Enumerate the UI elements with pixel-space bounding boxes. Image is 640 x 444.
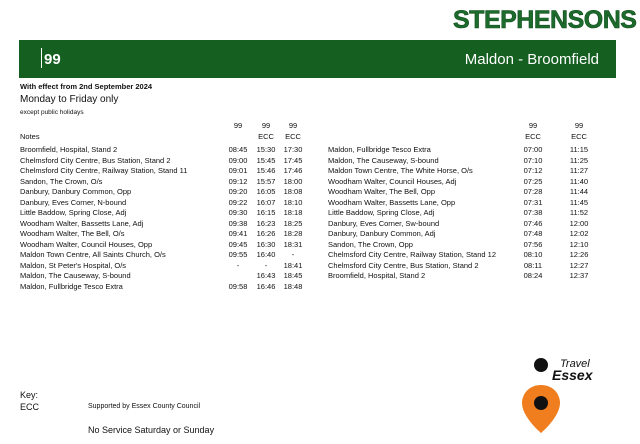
departure-time: 09:00 [228,155,248,165]
departure-time: 16:15 [256,208,276,217]
departure-time: 12:10 [569,239,589,249]
column-route-header: 99 [233,121,243,130]
departure-time: 08:10 [523,250,543,259]
departure-time: 09:30 [228,208,248,217]
route-name: Maldon - Broomfield [464,51,599,68]
stop-name: Broomfield, Hospital, Stand 2 [20,145,118,154]
column-route-header: 99 [261,121,271,130]
key-description: Supported by Essex County Council [88,403,201,410]
departure-time: 15:45 [256,155,276,165]
departure-time: 17:45 [283,155,303,165]
departure-time: 18:10 [283,197,303,207]
departure-time: 07:31 [523,197,543,207]
departure-time: 18:08 [283,187,303,196]
departure-time: 07:56 [523,239,543,249]
departure-time: 18:28 [283,229,303,238]
departure-time: 07:46 [523,218,543,228]
departure-time: 12:26 [569,250,589,259]
stop-name: Woodham Walter, Council Houses, Opp [20,239,153,249]
stop-name: Chelmsford City Centre, Railway Station, Stand 12 [328,250,496,259]
departure-time: 09:22 [228,197,248,207]
stop-name: Little Baddow, Spring Close, Adj [20,208,127,217]
departure-time: 16:46 [256,281,276,291]
stop-name: Woodham Walter, The Bell, Opp [328,187,435,196]
departure-time: 11:44 [569,187,589,196]
stop-name: Woodham Walter, Council Houses, Adj [328,176,457,186]
departure-time: 15:57 [256,176,276,186]
departure-time: 07:10 [523,155,543,165]
departure-time: 16:05 [256,187,276,196]
stop-name: Sandon, The Crown, O/s [20,176,103,186]
departure-time: 17:30 [283,145,303,154]
departure-time: 11:52 [569,208,589,217]
travel-essex-line1: Travel [560,358,590,370]
departure-time: 18:45 [283,271,303,280]
no-service-note: No Service Saturday or Sunday [88,425,215,435]
departure-time: 09:38 [228,218,248,228]
departure-time: 16:40 [256,250,276,259]
stop-name: Maldon Town Centre, The White Horse, O/s [328,166,473,175]
column-note-header: ECC [258,132,274,141]
route-banner [19,40,616,78]
departure-time: 07:12 [523,166,543,175]
effective-date: With effect from 2nd September 2024 [20,82,153,91]
stop-name: Woodham Walter, Bassetts Lane, Adj [20,218,144,228]
departure-time: 08:11 [523,260,543,270]
column-note-header: ECC [285,132,301,141]
route-number: 99 [44,51,61,68]
departure-time: 16:26 [256,229,276,238]
stop-name: Danbury, Danbury Common, Adj [328,229,436,238]
stephensons-logo: STEPHENSONS [453,6,637,34]
departure-time: 09:20 [228,187,248,196]
stop-name: Maldon, St Peter's Hospital, O/s [20,260,127,270]
departure-time: 07:48 [523,229,543,238]
stop-name: Danbury, Eves Corner, Sw-bound [328,218,440,228]
stop-name: Maldon, Fullbridge Tesco Extra [328,145,431,154]
departure-time: 16:07 [256,197,276,207]
departure-time: 16:30 [256,239,276,249]
departure-time: 18:41 [283,260,303,270]
departure-time: 09:58 [228,281,248,291]
stop-name: Chelmsford City Centre, Bus Station, Stand 2 [20,155,171,165]
stop-name: Chelmsford City Centre, Railway Station, Stand 11 [20,166,188,175]
column-route-header: 99 [288,121,298,130]
key-label: Key: [20,390,39,400]
except-note: except public holidays [20,109,84,116]
departure-time: 08:45 [228,145,248,154]
key-code: ECC [20,402,40,412]
column-note-header: ECC [571,132,587,141]
departure-time: 07:00 [523,145,543,154]
column-route-header: 99 [528,121,538,130]
departure-time: 18:18 [283,208,303,217]
departure-time: 16:43 [256,271,276,280]
stop-name: Maldon Town Centre, All Saints Church, O/s [20,250,166,259]
stop-name: Broomfield, Hospital, Stand 2 [328,271,426,280]
departure-time: 09:55 [228,250,248,259]
stop-name: Little Baddow, Spring Close, Adj [328,208,435,217]
departure-time: 16:23 [256,218,276,228]
departure-time: 12:27 [569,260,589,270]
departure-time: 18:25 [283,218,303,228]
departure-time: - [236,260,240,270]
departure-time: 12:37 [569,271,589,280]
departure-time: 09:12 [228,176,248,186]
departure-time: 08:24 [523,271,543,280]
departure-time: 11:45 [569,197,589,207]
stop-name: Danbury, Danbury Common, Opp [20,187,132,196]
stop-name: Chelmsford City Centre, Bus Station, Stand 2 [328,260,479,270]
column-route-header: 99 [574,121,584,130]
operating-days: Monday to Friday only [20,94,119,105]
departure-time: 18:00 [283,176,303,186]
notes-label: Notes [20,132,40,141]
stop-name: Maldon, The Causeway, S-bound [20,271,131,280]
departure-time: 07:38 [523,208,543,217]
departure-time: 18:31 [283,239,303,249]
text-cursor [41,48,42,68]
departure-time: 07:25 [523,176,543,186]
stop-name: Danbury, Eves Corner, N-bound [20,197,127,207]
column-note-header: ECC [525,132,541,141]
departure-time: 07:28 [523,187,543,196]
departure-time: 18:48 [283,281,303,291]
departure-time: 15:46 [256,166,276,175]
departure-time: 11:15 [569,145,589,154]
departure-time: 09:45 [228,239,248,249]
departure-time: 11:25 [569,155,589,165]
departure-time: 11:27 [569,166,589,175]
departure-time: 15:30 [256,145,276,154]
stop-name: Maldon, The Causeway, S-bound [328,155,439,165]
departure-time: 12:00 [569,218,589,228]
departure-time: - [291,250,295,259]
departure-time: 17:46 [283,166,303,175]
stop-name: Maldon, Fullbridge Tesco Extra [20,281,123,291]
stop-name: Woodham Walter, Bassetts Lane, Opp [328,197,456,207]
stop-name: Sandon, The Crown, Opp [328,239,413,249]
departure-time: 09:41 [228,229,248,238]
travel-essex-line2: Essex [552,367,593,383]
departure-time: 09:01 [228,166,248,175]
stop-name: Woodham Walter, The Bell, O/s [20,229,125,238]
departure-time: 12:02 [569,229,589,238]
departure-time: - [264,260,268,270]
departure-time: 11:40 [569,176,589,186]
